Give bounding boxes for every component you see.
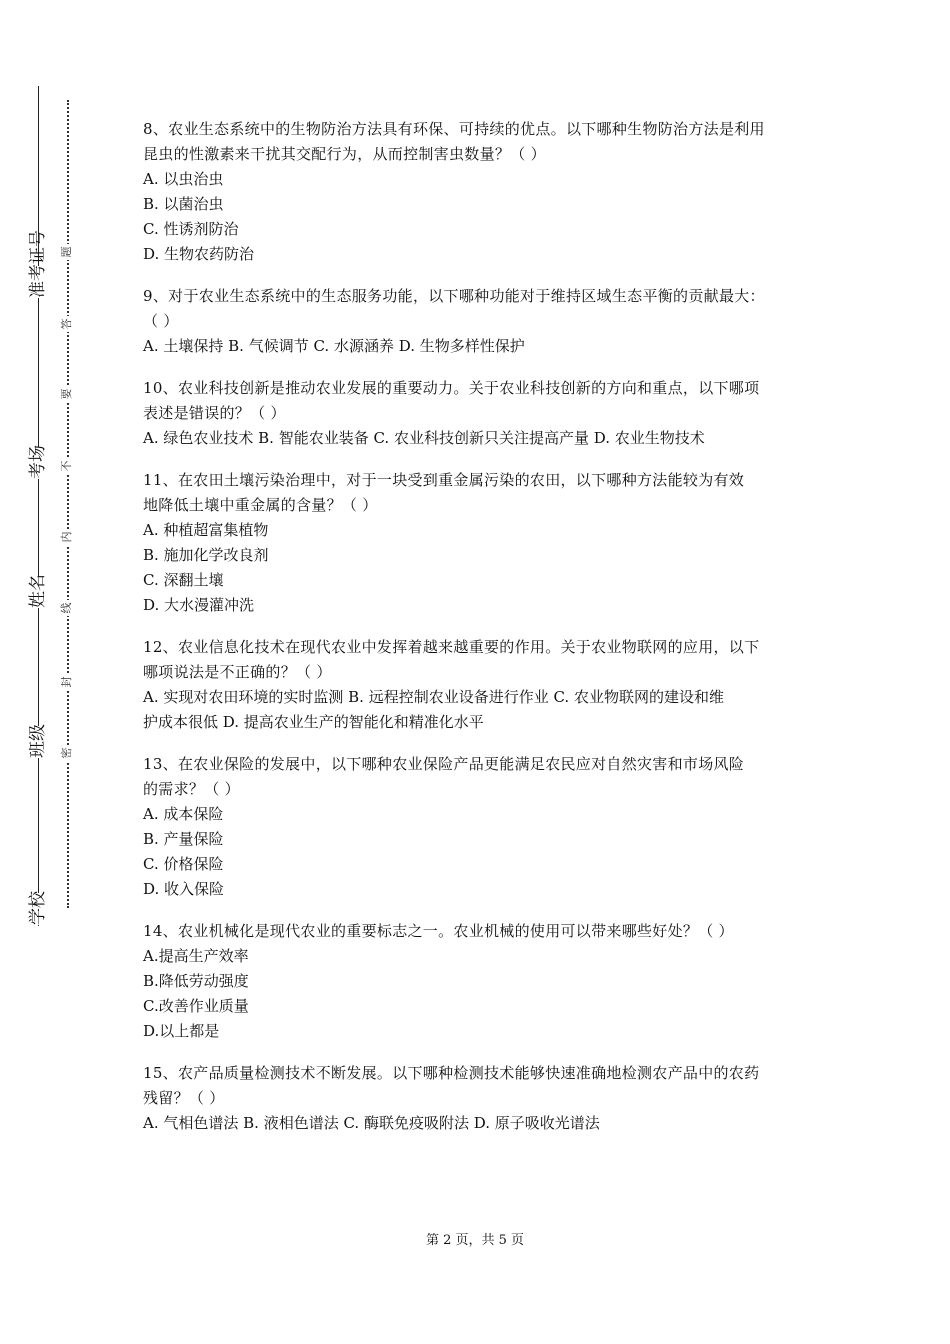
seal-char: 封 (59, 674, 75, 690)
seal-char: 题 (59, 244, 75, 260)
seal-char: 密 (59, 745, 75, 761)
question-option: C. 价格保险 (143, 855, 224, 873)
question-option: A. 成本保险 (143, 805, 224, 823)
question-option: D. 收入保险 (143, 880, 225, 898)
question-option: A. 实现对农田环境的实时监测 B. 远程控制农业设备进行作业 C. 农业物联网的建设和维 (143, 688, 724, 706)
question-14 (143, 919, 823, 1044)
binding-margin (0, 0, 100, 1344)
question-10 (143, 376, 823, 451)
question-stem-line: 残留？（ ） (143, 1089, 225, 1107)
question-stem-line: 地降低土壤中重金属的含量？（ ） (143, 496, 378, 514)
seal-dotted-line (67, 100, 69, 908)
question-option: A.提高生产效率 (143, 947, 249, 965)
seal-char: 答 (59, 316, 75, 332)
question-stem-line: 13、在农业保险的发展中，以下哪种农业保险产品更能满足农民应对自然灾害和市场风险 (143, 755, 745, 773)
seal-char: 不 (59, 458, 75, 474)
question-option: A. 绿色农业技术 B. 智能农业装备 C. 农业科技创新只关注提高产量 D. 农业生物技术 (143, 429, 705, 447)
question-option: A. 种植超富集植物 (143, 521, 269, 539)
exam-room-label: 考场 (22, 447, 54, 479)
question-stem-line: 15、农产品质量检测技术不断发展。以下哪种检测技术能够快速准确地检测农产品中的农药 (143, 1064, 760, 1082)
question-11 (143, 468, 823, 618)
question-option: A. 以虫治虫 (143, 170, 224, 188)
question-stem-line: （ ） (143, 312, 179, 330)
question-option: B. 产量保险 (143, 830, 224, 848)
question-stem-line: 的需求？（ ） (143, 780, 240, 798)
name-label: 姓名 (22, 576, 54, 608)
question-option: D. 大水漫灌冲洗 (143, 596, 255, 614)
question-option: D. 生物农药防治 (143, 245, 255, 263)
question-list (143, 117, 823, 1153)
question-stem-line: 哪项说法是不正确的？（ ） (143, 663, 332, 681)
question-option: 护成本很低 D. 提高农业生产的智能化和精准化水平 (143, 713, 484, 731)
question-option: C.改善作业质量 (143, 997, 249, 1015)
question-stem-line: 11、在农田土壤污染治理中，对于一块受到重金属污染的农田，以下哪种方法能较为有效 (143, 471, 745, 489)
page-number: 第 2 页，共 5 页 (425, 1233, 525, 1248)
question-stem-line: 9、对于农业生态系统中的生态服务功能，以下哪种功能对于维持区域生态平衡的贡献最大： (143, 287, 765, 305)
question-stem-line: 昆虫的性激素来干扰其交配行为，从而控制害虫数量？（ ） (143, 145, 546, 163)
school-label: 学校 (22, 893, 54, 925)
binding-solid-line (38, 86, 39, 926)
exam-number-label: 准考证号 (22, 266, 54, 298)
question-option: A. 气相色谱法 B. 液相色谱法 C. 酶联免疫吸附法 D. 原子吸收光谱法 (143, 1114, 600, 1132)
question-option: D.以上都是 (143, 1022, 220, 1040)
question-9 (143, 284, 823, 359)
seal-char: 内 (59, 529, 75, 545)
question-option: B.降低劳动强度 (143, 972, 249, 990)
question-option: C. 性诱剂防治 (143, 220, 239, 238)
question-option: C. 深翻土壤 (143, 571, 224, 589)
question-stem-line: 10、农业科技创新是推动农业发展的重要动力。关于农业科技创新的方向和重点，以下哪项 (143, 379, 760, 397)
question-8 (143, 117, 823, 267)
seal-char: 线 (59, 600, 75, 616)
question-13 (143, 752, 823, 902)
question-12 (143, 635, 823, 735)
question-option: A. 土壤保持 B. 气候调节 C. 水源涵养 D. 生物多样性保护 (143, 337, 525, 355)
question-stem-line: 12、农业信息化技术在现代农业中发挥着越来越重要的作用。关于农业物联网的应用，以下 (143, 638, 760, 656)
question-stem-line: 8、农业生态系统中的生物防治方法具有环保、可持续的优点。以下哪种生物防治方法是利用 (143, 120, 765, 138)
question-15 (143, 1061, 823, 1136)
seal-char: 要 (59, 386, 75, 402)
question-option: B. 施加化学改良剂 (143, 546, 269, 564)
question-stem-line: 表述是错误的？（ ） (143, 404, 286, 422)
question-option: B. 以菌治虫 (143, 195, 224, 213)
class-label: 班级 (22, 726, 54, 758)
question-stem-line: 14、农业机械化是现代农业的重要标志之一。农业机械的使用可以带来哪些好处？（ ） (143, 922, 734, 940)
